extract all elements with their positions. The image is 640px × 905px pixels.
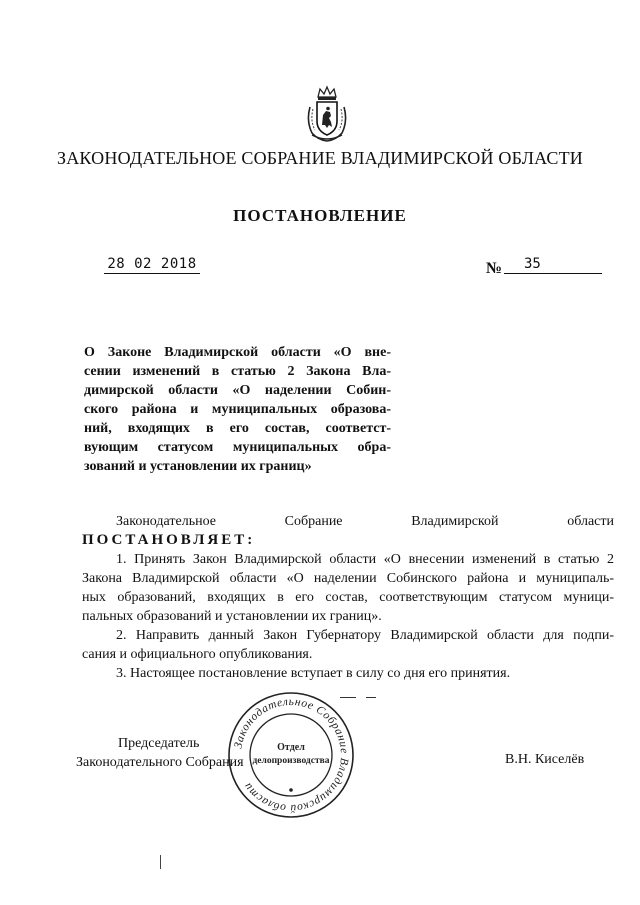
subject-line: О Законе Владимирской области «О вне-: [84, 345, 391, 360]
item-2-line: 2. Направить данный Закон Губернатору Владимирской области для подпи-: [116, 628, 614, 643]
subject-line: зований и установлении их границ»: [84, 459, 312, 474]
document-date: 28 02 2018: [104, 256, 200, 274]
resolves-heading: ПОСТАНОВЛЯЕТ:: [82, 532, 256, 548]
subject-line: ний, входящих в его состав, соответст-: [84, 421, 391, 436]
subject-line: ского района и муниципальных образова-: [84, 402, 391, 417]
intro-line: Законодательное Собрание Владимирской области: [116, 514, 614, 529]
signatory-title-line: Законодательного Собрания: [76, 755, 244, 770]
signatory-name: В.Н. Киселёв: [505, 752, 585, 767]
item-3-line: 3. Настоящее постановление вступает в силу со дня его принятия.: [116, 666, 511, 681]
document-subject: [84, 343, 391, 476]
document-type-heading: ПОСТАНОВЛЕНИЕ: [233, 206, 407, 225]
item-1-line: 1. Принять Закон Владимирской области «О внесении изменений в статью 2: [116, 552, 614, 567]
official-stamp-seal: [224, 688, 358, 822]
subject-line: сении изменений в статью 2 Закона Вла-: [84, 364, 391, 379]
organization-title: ЗАКОНОДАТЕЛЬНОЕ СОБРАНИЕ ВЛАДИМИРСКОЙ ОБЛАСТИ: [57, 148, 583, 168]
signatory-title-line: Председатель: [118, 736, 200, 751]
item-2-line: сания и официального опубликования.: [82, 647, 313, 662]
document-body: [82, 512, 614, 683]
stamp-ring-text: Законодательное Собрание Владимирской области: [232, 695, 351, 815]
document-number: 35: [504, 256, 602, 274]
pen-mark: [366, 697, 376, 698]
item-1-line: ных образований, входящих в его состав, соответствующим статусом муници-: [82, 590, 614, 605]
number-label: №: [486, 260, 503, 277]
stamp-inner-line: Отдел: [277, 742, 305, 753]
coat-of-arms-icon: [304, 85, 350, 143]
subject-line: вующим статусом муниципальных обра-: [84, 440, 391, 455]
item-1-line: Закона Владимирской области «О наделении Собинского района и муниципаль-: [82, 571, 614, 586]
item-1-line: пальных образований и установлении их границ».: [82, 609, 382, 624]
stamp-inner-line: делопроизводства: [252, 756, 330, 766]
pen-mark: [160, 855, 161, 869]
subject-line: димирской области «О наделении Собин-: [84, 383, 391, 398]
